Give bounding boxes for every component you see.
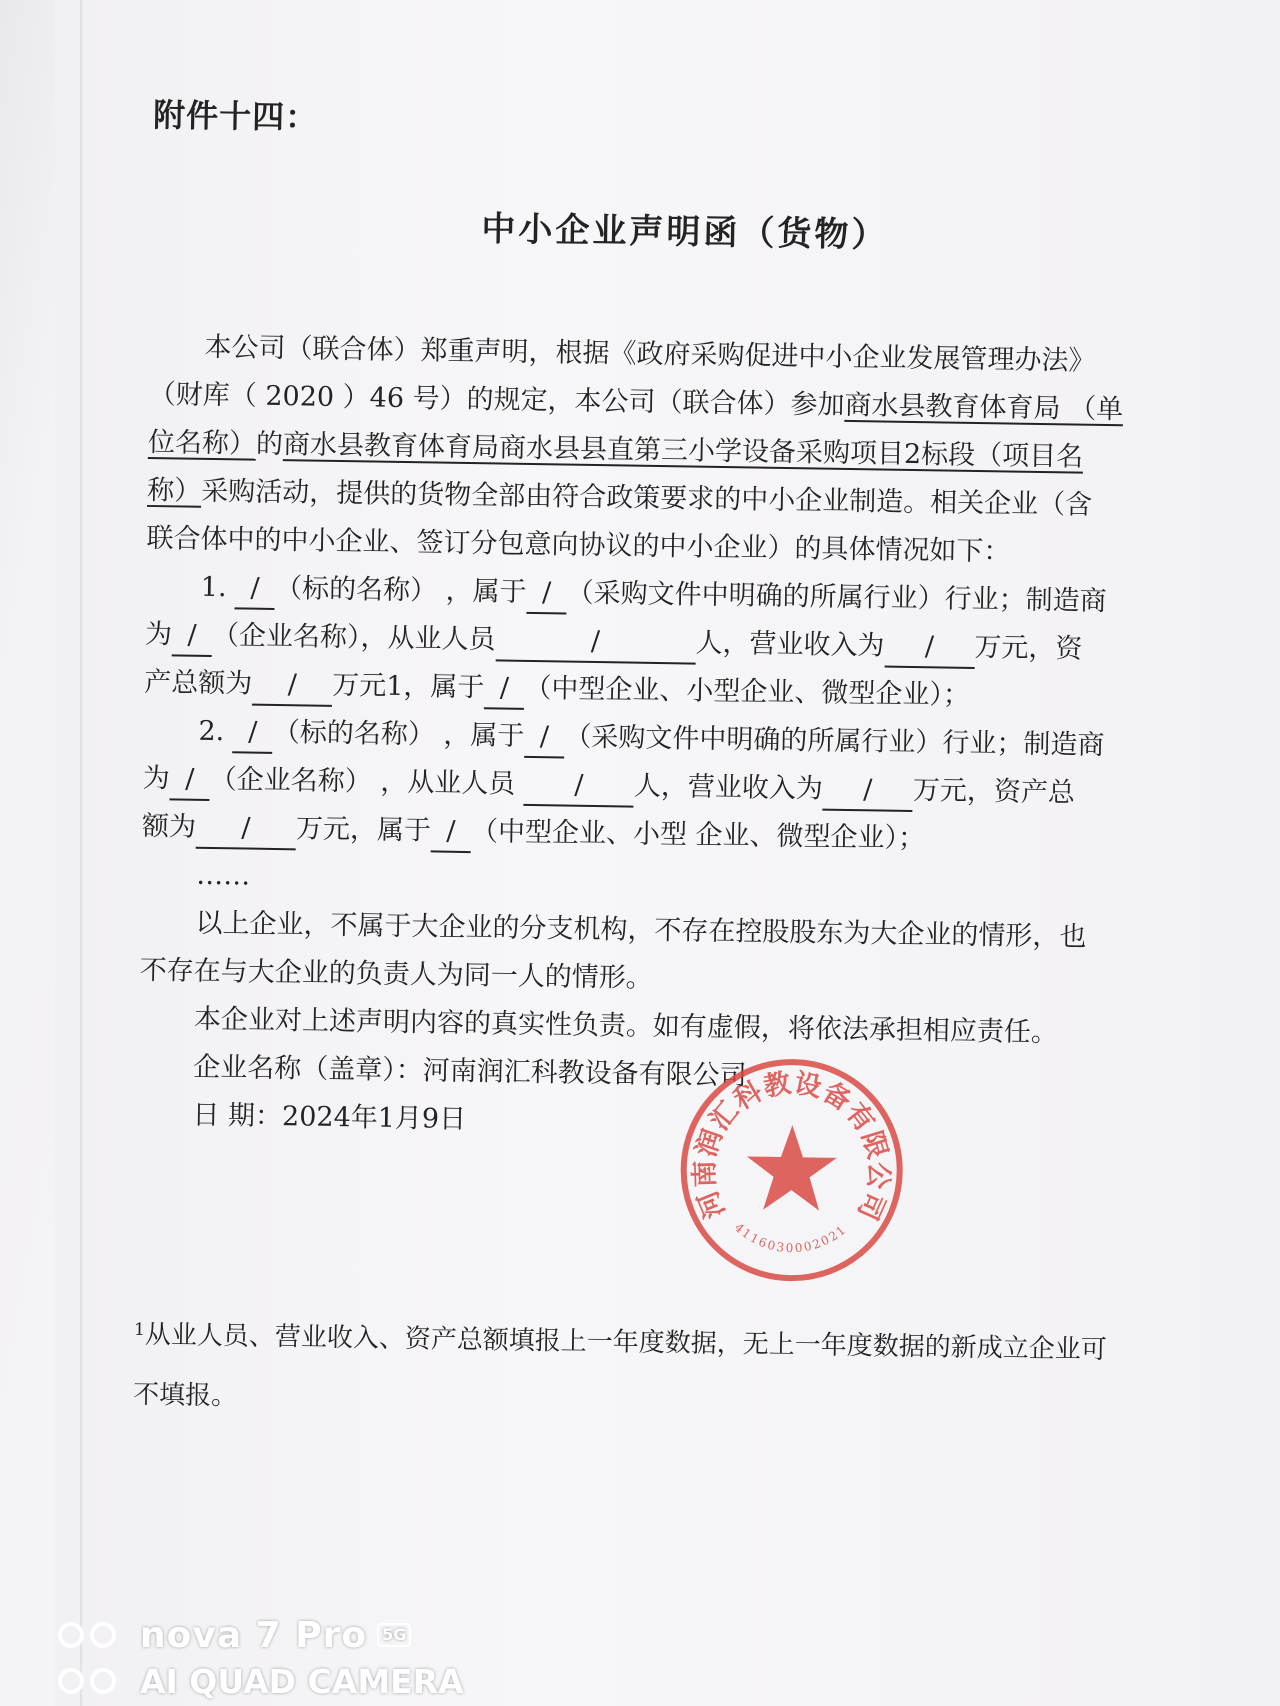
blank-field: / (524, 770, 635, 808)
quad-camera-icon (58, 1622, 116, 1648)
seal-text: 河南润汇科教设备有限公司 (689, 1067, 895, 1226)
watermark-model: nova 7 Pro (140, 1614, 368, 1656)
date-line: 日 期：2024年1月9日 (192, 1099, 467, 1136)
item1-line3: 产总额为 / 万元1，属于 / （中型企业、小型企业、微型企业）； (144, 666, 971, 711)
footnote-mark: 1 (133, 1319, 146, 1341)
page-edge (80, 0, 82, 1706)
attachment-label: 附件十四： (152, 95, 319, 137)
project-name: 商水县教育体育局商水县县直第三小学设备采购项目2标段（项目名 (282, 429, 1084, 473)
blank-field: / (526, 578, 567, 615)
statement-line2: 不存在与大企业的负责人为同一人的情形。 (139, 954, 653, 994)
blank-field: / (884, 632, 975, 669)
footnote (133, 1300, 1175, 1441)
watermark-camera: AI QUAD CAMERA (140, 1661, 464, 1701)
blank-field: / (235, 573, 276, 610)
document-body (137, 323, 1190, 1155)
blank-field: / (484, 673, 525, 710)
company-seal-stamp (675, 1053, 909, 1287)
item2-line3: 额为 / 万元，属于 / （中型企业、小型 企业、微型企业）； (141, 810, 926, 855)
seal-star-icon (746, 1124, 837, 1210)
item1-line1: 1. / （标的名称） ，属于 / （采购文件中明确的所属行业）行业；制造商 (200, 571, 1107, 618)
blank-field: / (169, 764, 210, 801)
statement-line3: 本企业对上述声明内容的真实性负责。如有虚假，将依法承担相应责任。 (193, 1003, 1059, 1049)
watermark-network: 5G (377, 1623, 411, 1647)
document-title: 中小企业声明函（货物） (481, 209, 889, 256)
para1-line2: （财库（ 2020 ）46 号）的规定，本公司（联合体）参加商水县教育体育局 （单 (148, 378, 1124, 426)
blank-field: / (495, 625, 696, 664)
para1-line3: 位名称）的商水县教育体育局商水县县直第三小学设备采购项目2标段（项目名 (147, 426, 1084, 473)
watermark-model-row (58, 1612, 464, 1658)
blank-field: / (524, 722, 565, 759)
statement-line1: 以上企业，不属于大企业的分支机构，不存在控股股东为大企业的情形，也 (195, 907, 1087, 953)
footnote-line2: 不填报。 (132, 1379, 238, 1412)
para1-line1: 本公司（联合体）郑重声明，根据《政府采购促进中小企业发展管理办法》 (204, 331, 1096, 377)
company-name-line: 企业名称（盖章）：河南润汇科教设备有限公司 (192, 1051, 747, 1092)
item2-line1: 2. / （标的名称） ，属于 / （采购文件中明确的所属行业）行业；制造商 (198, 715, 1105, 762)
seal-number: 4116030002021 (731, 1220, 850, 1256)
para1-line4: 称）采购活动，提供的货物全部由符合政策要求的中小企业制造。相关企业（含 (147, 474, 1093, 521)
purchaser-name: 商水县教育体育局 （单 (844, 389, 1124, 426)
blank-field: / (196, 813, 297, 851)
item2-line2: 为 / （企业名称） ，从业人员 / 人，营业收入为 / 万元，资产总 (142, 755, 1183, 819)
blank-field: / (823, 775, 914, 812)
blank-field: / (172, 620, 213, 657)
ellipsis: …… (196, 859, 251, 892)
blank-field: / (233, 717, 274, 754)
item1-line2: 为 / （企业名称），从业人员 / 人，营业收入为 / 万元，资 (145, 611, 1186, 675)
blank-field: / (252, 670, 333, 707)
footnote-line1: $^1$从业人员、营业收入、资产总额填报上一年度数据，无上一年度数据的新成立企业可 (133, 1319, 1107, 1366)
quad-camera-icon (58, 1668, 116, 1694)
watermark-camera-row (58, 1658, 464, 1704)
blank-field: / (431, 816, 472, 853)
para1-line5: 联合体中的中小企业、签订分包意向协议的中小企业）的具体情况如下： (146, 522, 1011, 568)
camera-watermark (58, 1612, 464, 1704)
